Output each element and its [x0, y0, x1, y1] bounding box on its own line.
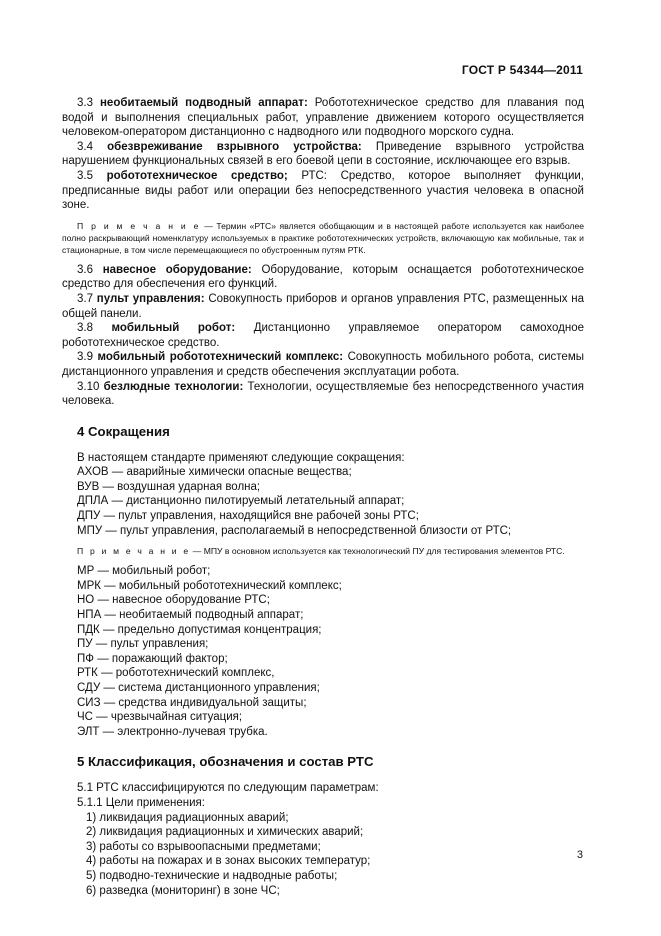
abbr-item: ВУВ — воздушная ударная волна; [77, 480, 261, 493]
abbr-item: МПУ — пульт управления, располагаемый в непосредственной близости от РТС; [77, 524, 512, 537]
note-mpu: П р и м е ч а н и е — МПУ в основном используется как технологический ПУ для тестирования элементов РТС. [77, 546, 565, 557]
abbr-item: ПФ — поражающий фактор; [77, 652, 228, 665]
abbr-item: НО — навесное оборудование РТС; [77, 594, 270, 607]
abbr-item: СИЗ — средства индивидуальной защиты; [77, 696, 307, 709]
section-5-1-1: 5.1.1 Цели применения: [77, 796, 205, 809]
term-3-4: 3.4 обезвреживание взрывного устройства: Приведение взрывного устройства нарушением функциональных связей в его боевой цепи в состояние, исключающее его взрыв. [62, 140, 584, 168]
term-3-3: 3.3 необитаемый подводный аппарат: Робототехническое средство для плавания под водой и выполнения специальных работ, управление движением которого осуществляется человеком-оператором дистанционно с надводного или подводного морского судна. [62, 97, 584, 139]
term-3-8: 3.8 мобильный робот: Дистанционно управляемое оператором самоходное робототехническое средство. [62, 322, 584, 349]
purpose-item: 5) подводно-технические и надводные работы; [86, 869, 338, 882]
document-header: ГОСТ Р 54344—2011 [461, 63, 583, 77]
abbr-item: АХОВ — аварийные химически опасные вещества; [77, 466, 352, 479]
term-3-6: 3.6 навесное оборудование: Оборудование, которым оснащается робототехническое средство для обеспечения его функций. [62, 263, 584, 291]
section-4-intro: В настоящем стандарте применяют следующие сокращения: [77, 451, 405, 464]
abbr-item: ДПУ — пульт управления, находящийся вне рабочей зоны РТС; [77, 510, 419, 523]
purpose-item: 2) ликвидация радиационных и химических аварий; [86, 826, 364, 839]
abbr-item: ЧС — чрезвычайная ситуация; [77, 711, 243, 724]
abbr-item: РТК — робототехнический комплекс, [77, 667, 275, 680]
term-3-10: 3.10 безлюдные технологии: Технологии, осуществляемые без непосредственного участия человека. [62, 380, 584, 408]
abbr-item: ПУ — пульт управления; [77, 638, 209, 651]
section-4-title: 4 Сокращения [77, 423, 170, 439]
document-body [62, 96, 584, 898]
purpose-item: 6) разведка (мониторинг) в зоне ЧС; [86, 884, 280, 897]
purpose-item: 1) ликвидация радиационных аварий; [86, 811, 289, 824]
abbr-item: СДУ — система дистанционного управления; [77, 682, 320, 694]
section-5-1: 5.1 РТС классифицируются по следующим параметрам: [77, 782, 379, 795]
purpose-item: 3) работы со взрывоопасными предметами; [86, 840, 321, 853]
abbr-item: ЭЛТ — электронно-лучевая трубка. [77, 725, 268, 738]
term-3-5: 3.5 робототехническое средство; РТС: Средство, которое выполняет функции, предписанные виды работ или операции без непосредственного участия человека в опасной зоне. [62, 169, 584, 212]
abbr-item: ПДК — предельно допустимая концентрация; [77, 623, 322, 636]
page-number: 3 [576, 849, 583, 861]
section-5-title: 5 Классификация, обозначения и состав РТС [77, 754, 374, 770]
abbr-item: ДПЛА — дистанционно пилотируемый летательный аппарат; [77, 495, 405, 508]
note-rts: П р и м е ч а н и е — Термин «РТС» является обобщающим и в настоящей работе используется как наиболее полно раскрывающий номенклатуру используемых в практике робототехнических устройств, включающую как мобильные, так и стационарные, в том числе перемещающиеся по обустроенным путям РТК. [62, 220, 585, 255]
abbr-item: МРК — мобильный робототехнический комплекс; [77, 579, 342, 592]
term-3-9: 3.9 мобильный робототехнический комплекс: Совокупность мобильного робота, системы дистанционного управления и средств обеспечения эксплуатации робота. [62, 351, 584, 378]
purpose-item: 4) работы на пожарах и в зонах высоких температур; [86, 855, 371, 868]
abbr-item: МР — мобильный робот; [77, 565, 211, 578]
term-3-7: 3.7 пульт управления: Совокупность приборов и органов управления РТС, размещенных на общей панели. [62, 292, 584, 320]
abbr-item: НПА — необитаемый подводный аппарат; [77, 609, 304, 622]
